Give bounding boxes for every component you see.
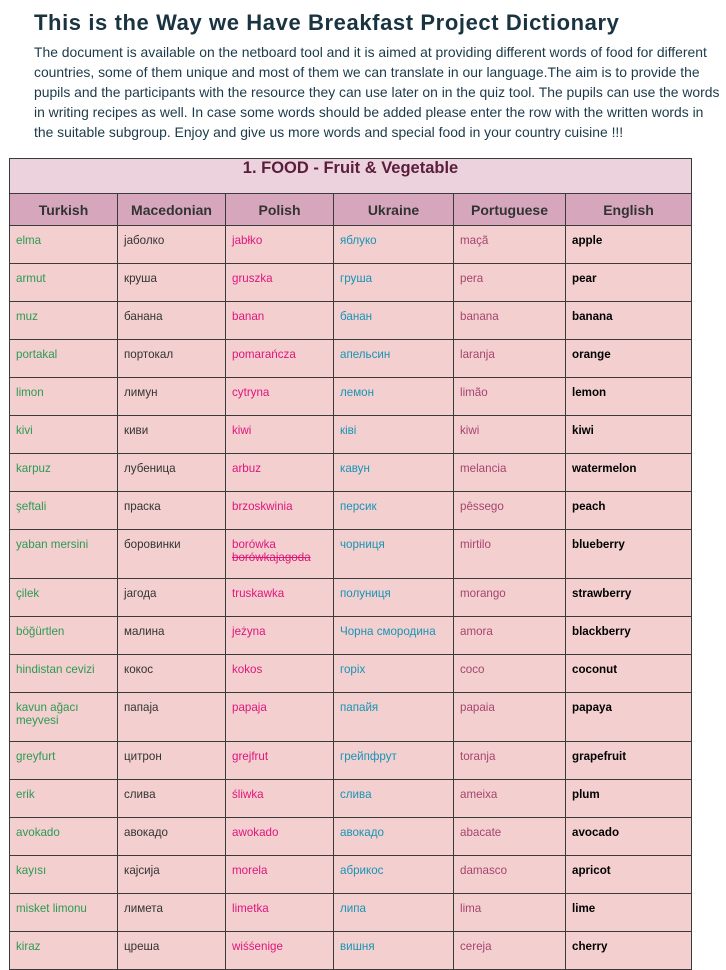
section-header <box>10 159 692 194</box>
ukraine-word-text: папайя <box>340 701 379 714</box>
portuguese-word <box>454 340 566 378</box>
ukraine-word-text: вишня <box>340 940 375 953</box>
macedonian-word-text: боровинки <box>124 538 181 551</box>
turkish-word-text: armut <box>16 272 46 285</box>
macedonian-word-text: авокадо <box>124 826 168 839</box>
turkish-word-text: karpuz <box>16 462 51 475</box>
macedonian-word-text: банана <box>124 310 163 323</box>
portuguese-word <box>454 378 566 416</box>
portuguese-word <box>454 655 566 693</box>
english-word-text: orange <box>572 348 611 361</box>
turkish-word-text: muz <box>16 310 38 323</box>
english-word-text: papaya <box>572 701 612 714</box>
ukraine-word <box>334 693 454 742</box>
english-word-text: coconut <box>572 663 618 676</box>
portuguese-word-text: melancia <box>460 462 507 475</box>
section-number: 1. <box>242 159 257 177</box>
polish-word-text: arbuz <box>232 462 262 475</box>
ukraine-word-text: абрикос <box>340 864 384 877</box>
table-row <box>10 856 692 894</box>
english-word-text: blueberry <box>572 538 625 551</box>
english-word-text: apricot <box>572 864 611 877</box>
polish-word-text: limetka <box>232 902 269 915</box>
english-word-text: blackberry <box>572 625 631 638</box>
ukraine-word <box>334 416 454 454</box>
portuguese-word <box>454 264 566 302</box>
ukraine-word-text: персик <box>340 500 377 513</box>
turkish-word-text: elma <box>16 234 42 247</box>
table-row <box>10 742 692 780</box>
portuguese-word <box>454 742 566 780</box>
turkish-word <box>10 932 118 970</box>
dictionary-table <box>9 158 692 970</box>
section-title: FOOD - Fruit & Vegetable <box>261 159 459 177</box>
ukraine-word <box>334 264 454 302</box>
ukraine-word-text: ківі <box>340 424 357 437</box>
turkish-word <box>10 617 118 655</box>
polish-word-text: awokado <box>232 826 279 839</box>
english-word-text: banana <box>572 310 613 323</box>
turkish-word-text: kayısı <box>16 864 47 877</box>
macedonian-word-text: цреша <box>124 940 160 953</box>
table-row <box>10 492 692 530</box>
turkish-word <box>10 302 118 340</box>
portuguese-word-text: papaia <box>460 701 495 714</box>
portuguese-word-text: coco <box>460 663 485 676</box>
dictionary-body <box>10 226 692 970</box>
polish-word-text: banan <box>232 310 265 323</box>
ukraine-word-text: чорниця <box>340 538 385 551</box>
polish-word-text: jeżyna <box>232 625 266 638</box>
english-word <box>566 693 692 742</box>
polish-word-text: papaja <box>232 701 267 714</box>
macedonian-word-text: круша <box>124 272 157 285</box>
ukraine-word <box>334 530 454 579</box>
portuguese-word <box>454 530 566 579</box>
polish-word <box>226 932 334 970</box>
portuguese-word-text: mirtilo <box>460 538 491 551</box>
polish-word-text: gruszka <box>232 272 273 285</box>
english-word <box>566 264 692 302</box>
portuguese-word-text: abacate <box>460 826 502 839</box>
macedonian-word <box>118 492 226 530</box>
column-header-turkish: Turkish <box>10 194 118 226</box>
macedonian-word <box>118 454 226 492</box>
column-header-english: English <box>566 194 692 226</box>
macedonian-word <box>118 264 226 302</box>
polish-word-text: brzoskwinia <box>232 500 293 513</box>
polish-word-text: cytryna <box>232 386 270 399</box>
polish-word <box>226 264 334 302</box>
english-word-text: peach <box>572 500 606 513</box>
turkish-word-text: avokado <box>16 826 60 839</box>
portuguese-word <box>454 416 566 454</box>
polish-word-text: kokos <box>232 663 263 676</box>
portuguese-word <box>454 617 566 655</box>
ukraine-word-text: полуниця <box>340 587 391 600</box>
turkish-word-text: greyfurt <box>16 750 56 763</box>
ukraine-word <box>334 226 454 264</box>
turkish-word <box>10 226 118 264</box>
macedonian-word <box>118 818 226 856</box>
turkish-word <box>10 416 118 454</box>
macedonian-word <box>118 780 226 818</box>
table-row <box>10 454 692 492</box>
portuguese-word-text: pêssego <box>460 500 504 513</box>
ukraine-word <box>334 742 454 780</box>
portuguese-word <box>454 302 566 340</box>
table-row <box>10 818 692 856</box>
ukraine-word <box>334 780 454 818</box>
english-word <box>566 617 692 655</box>
polish-word <box>226 530 334 579</box>
polish-word-text: wiśśenige <box>232 940 283 953</box>
turkish-word <box>10 693 118 742</box>
table-row <box>10 693 692 742</box>
english-word <box>566 780 692 818</box>
polish-word <box>226 492 334 530</box>
ukraine-word <box>334 302 454 340</box>
english-word-text: kiwi <box>572 424 594 437</box>
polish-word <box>226 780 334 818</box>
portuguese-word <box>454 226 566 264</box>
portuguese-word <box>454 894 566 932</box>
portuguese-word <box>454 492 566 530</box>
turkish-word <box>10 340 118 378</box>
column-header-row <box>10 194 692 226</box>
turkish-word-text: kiraz <box>16 940 41 953</box>
polish-struck-word: borówkajagoda <box>232 551 311 564</box>
english-word-text: lemon <box>572 386 607 399</box>
macedonian-word <box>118 340 226 378</box>
turkish-word <box>10 894 118 932</box>
english-word-text: grapefruit <box>572 750 627 763</box>
intro-paragraph: The document is available on the netboard tool and it is aimed at providing different words of food for different countries, some of them unique and most of them we can translate in our language.The aim is to provide the pupils and the participants with the resource they can use later on in the quiz tool. The pupils can use the words in writing recipes as well. In case some words should be added please enter the row with the written words in the suitable subgroup. Enjoy and give us more words and special food in your country cuisine !!! <box>34 44 720 140</box>
turkish-word <box>10 818 118 856</box>
macedonian-word-text: лимета <box>124 902 163 915</box>
polish-word-text: grejfrut <box>232 750 269 763</box>
macedonian-word-text: лимун <box>124 386 158 399</box>
macedonian-word-text: лубеница <box>124 462 176 475</box>
english-word <box>566 894 692 932</box>
english-word <box>566 530 692 579</box>
table-row <box>10 894 692 932</box>
polish-word-text: truskawka <box>232 587 285 600</box>
turkish-word-text: kivi <box>16 424 33 437</box>
turkish-word <box>10 579 118 617</box>
turkish-word <box>10 655 118 693</box>
turkish-word <box>10 742 118 780</box>
portuguese-word-text: cereja <box>460 940 492 953</box>
turkish-word-text: yaban mersini <box>16 538 89 551</box>
english-word-text: lime <box>572 902 596 915</box>
ukraine-word-text: банан <box>340 310 373 323</box>
portuguese-word-text: laranja <box>460 348 495 361</box>
ukraine-word <box>334 932 454 970</box>
turkish-word-text: şeftali <box>16 500 47 513</box>
portuguese-word-text: pera <box>460 272 484 285</box>
polish-word-text: morela <box>232 864 268 877</box>
polish-word-text: pomarańcza <box>232 348 296 361</box>
ukraine-word <box>334 818 454 856</box>
turkish-word-text: misket limonu <box>16 902 87 915</box>
polish-word <box>226 579 334 617</box>
polish-word <box>226 742 334 780</box>
english-word <box>566 340 692 378</box>
english-word <box>566 856 692 894</box>
ukraine-word-text: горіх <box>340 663 366 676</box>
ukraine-word <box>334 454 454 492</box>
macedonian-word <box>118 742 226 780</box>
macedonian-word <box>118 894 226 932</box>
ukraine-word-text: слива <box>340 788 372 801</box>
macedonian-word-text: кокос <box>124 663 154 676</box>
table-row <box>10 655 692 693</box>
portuguese-word <box>454 818 566 856</box>
table-row <box>10 780 692 818</box>
table-row <box>10 932 692 970</box>
portuguese-word-text: ameixa <box>460 788 498 801</box>
english-word <box>566 378 692 416</box>
turkish-word <box>10 264 118 302</box>
polish-word <box>226 693 334 742</box>
polish-word <box>226 655 334 693</box>
english-word <box>566 302 692 340</box>
ukraine-word-text: авокадо <box>340 826 384 839</box>
english-word <box>566 818 692 856</box>
turkish-word <box>10 530 118 579</box>
macedonian-word-text: јаболко <box>124 234 165 247</box>
english-word-text: cherry <box>572 940 608 953</box>
polish-word-text: jabłko <box>232 234 263 247</box>
table-row <box>10 617 692 655</box>
ukraine-word-text: груша <box>340 272 373 285</box>
english-word <box>566 742 692 780</box>
turkish-word-text: kavun ağacı meyvesi <box>16 701 79 727</box>
macedonian-word-text: портокал <box>124 348 174 361</box>
ukraine-word-text: апельсин <box>340 348 391 361</box>
macedonian-word-text: малина <box>124 625 165 638</box>
macedonian-word <box>118 378 226 416</box>
macedonian-word-text: папаја <box>124 701 159 714</box>
portuguese-word-text: toranja <box>460 750 496 763</box>
english-word <box>566 226 692 264</box>
macedonian-word <box>118 530 226 579</box>
english-word <box>566 932 692 970</box>
macedonian-word <box>118 693 226 742</box>
ukraine-word <box>334 492 454 530</box>
portuguese-word <box>454 579 566 617</box>
turkish-word <box>10 454 118 492</box>
polish-word <box>226 226 334 264</box>
portuguese-word-text: damasco <box>460 864 508 877</box>
table-row <box>10 378 692 416</box>
macedonian-word-text: цитрон <box>124 750 162 763</box>
turkish-word <box>10 378 118 416</box>
table-row <box>10 530 692 579</box>
column-header-polish: Polish <box>226 194 334 226</box>
turkish-word-text: hindistan cevizi <box>16 663 95 676</box>
portuguese-word-text: banana <box>460 310 499 323</box>
macedonian-word-text: киви <box>124 424 149 437</box>
english-word-text: plum <box>572 788 600 801</box>
ukraine-word-text: грейпфрут <box>340 750 397 763</box>
macedonian-word <box>118 579 226 617</box>
turkish-word-text: böğürtlen <box>16 625 65 638</box>
table-row <box>10 579 692 617</box>
ukraine-word-text: липа <box>340 902 366 915</box>
macedonian-word <box>118 226 226 264</box>
macedonian-word <box>118 617 226 655</box>
portuguese-word <box>454 856 566 894</box>
ukraine-word <box>334 579 454 617</box>
ukraine-word-text: лемон <box>340 386 375 399</box>
english-word-text: watermelon <box>572 462 637 475</box>
column-header-portuguese: Portuguese <box>454 194 566 226</box>
ukraine-word <box>334 617 454 655</box>
polish-word <box>226 856 334 894</box>
turkish-word-text: çilek <box>16 587 40 600</box>
turkish-word <box>10 856 118 894</box>
english-word <box>566 454 692 492</box>
macedonian-word <box>118 416 226 454</box>
turkish-word <box>10 780 118 818</box>
page-title: This is the Way we Have Breakfast Project Dictionary <box>34 10 620 35</box>
table-row <box>10 340 692 378</box>
portuguese-word <box>454 780 566 818</box>
portuguese-word-text: kiwi <box>460 424 480 437</box>
polish-word <box>226 416 334 454</box>
macedonian-word-text: слива <box>124 788 156 801</box>
english-word-text: avocado <box>572 826 620 839</box>
polish-word-text: borówka <box>232 538 276 551</box>
english-word <box>566 655 692 693</box>
portuguese-word-text: amora <box>460 625 493 638</box>
ukraine-word <box>334 378 454 416</box>
ukraine-word <box>334 856 454 894</box>
english-word-text: pear <box>572 272 597 285</box>
english-word <box>566 416 692 454</box>
portuguese-word-text: morango <box>460 587 506 600</box>
ukraine-word <box>334 340 454 378</box>
macedonian-word-text: кајсија <box>124 864 160 877</box>
ukraine-word-text: кавун <box>340 462 370 475</box>
ukraine-word <box>334 655 454 693</box>
table-row <box>10 416 692 454</box>
macedonian-word <box>118 655 226 693</box>
polish-word-text: kiwi <box>232 424 252 437</box>
column-header-ukraine: Ukraine <box>334 194 454 226</box>
turkish-word-text: portakal <box>16 348 58 361</box>
turkish-word-text: erik <box>16 788 35 801</box>
polish-word <box>226 818 334 856</box>
ukraine-word-text: Чорна смородина <box>340 625 436 638</box>
column-header-macedonian: Macedonian <box>118 194 226 226</box>
english-word <box>566 492 692 530</box>
turkish-word-text: limon <box>16 386 44 399</box>
portuguese-word <box>454 454 566 492</box>
table-row <box>10 226 692 264</box>
table-row <box>10 264 692 302</box>
table-row <box>10 302 692 340</box>
english-word-text: apple <box>572 234 603 247</box>
turkish-word <box>10 492 118 530</box>
macedonian-word <box>118 932 226 970</box>
polish-word <box>226 894 334 932</box>
polish-word <box>226 378 334 416</box>
polish-word <box>226 617 334 655</box>
macedonian-word-text: јагода <box>124 587 157 600</box>
ukraine-word-text: яблуко <box>340 234 377 247</box>
portuguese-word-text: maçã <box>460 234 489 247</box>
portuguese-word <box>454 693 566 742</box>
portuguese-word <box>454 932 566 970</box>
polish-word-text: śliwka <box>232 788 264 801</box>
ukraine-word <box>334 894 454 932</box>
polish-word <box>226 302 334 340</box>
english-word-text: strawberry <box>572 587 632 600</box>
macedonian-word <box>118 302 226 340</box>
portuguese-word-text: limão <box>460 386 488 399</box>
english-word <box>566 579 692 617</box>
portuguese-word-text: lima <box>460 902 482 915</box>
polish-word <box>226 340 334 378</box>
macedonian-word <box>118 856 226 894</box>
polish-word <box>226 454 334 492</box>
macedonian-word-text: праска <box>124 500 161 513</box>
